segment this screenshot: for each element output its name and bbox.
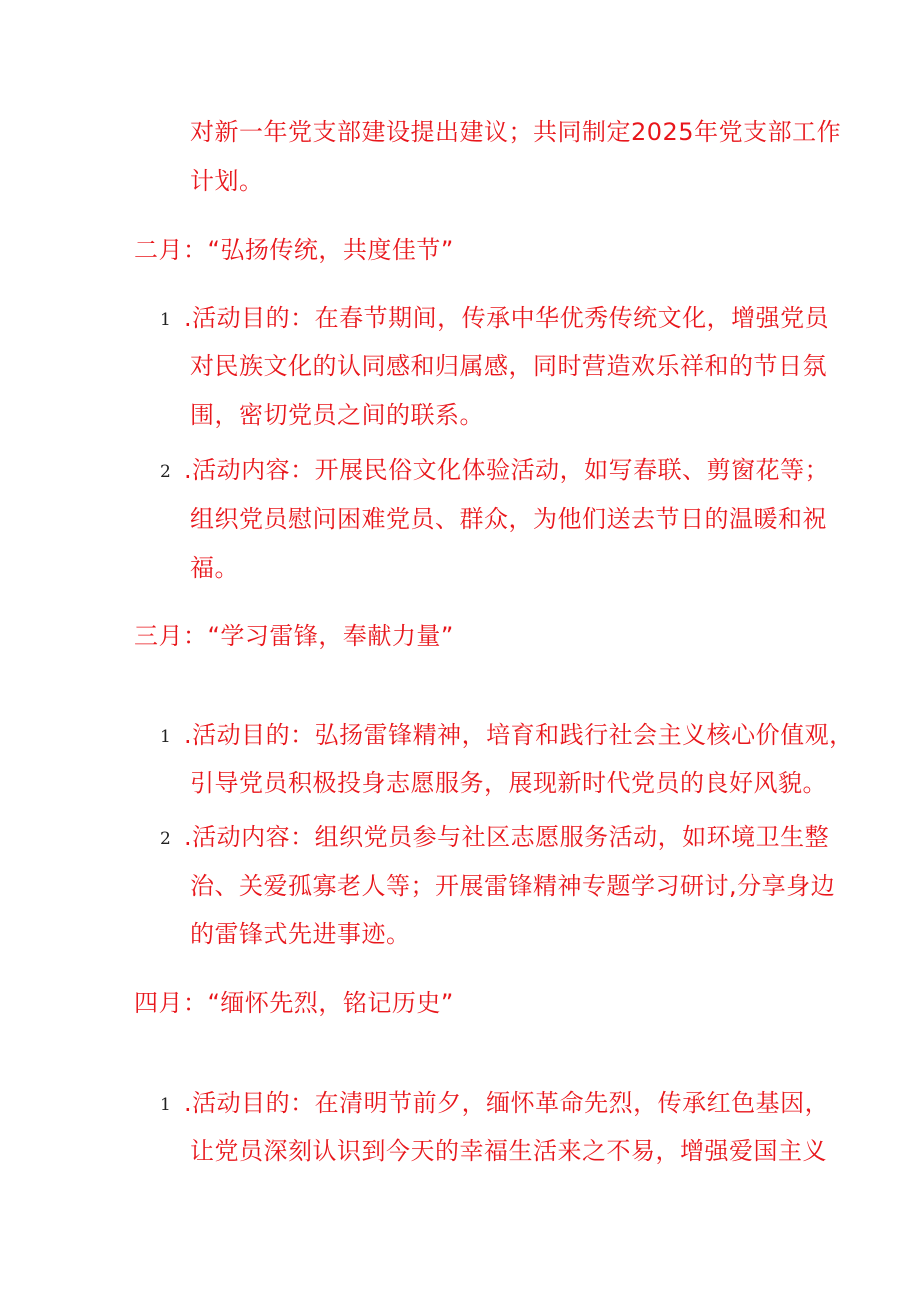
section-heading: 二月：“弘扬传统，共度佳节” bbox=[134, 236, 454, 264]
item-line: .活动目的：在春节期间，传承中华优秀传统文化，增强党员 bbox=[184, 304, 830, 332]
item-line: 福。 bbox=[190, 554, 239, 582]
item-line: 的雷锋式先进事迹。 bbox=[190, 920, 411, 948]
item-line: 围，密切党员之间的联系。 bbox=[190, 401, 484, 429]
item-number: 1 bbox=[160, 310, 171, 330]
item-line: .活动内容：组织党员参与社区志愿服务活动，如环境卫生整 bbox=[184, 823, 830, 851]
item-number: 2 bbox=[160, 462, 171, 482]
item-line: 治、关爱孤寡老人等；开展雷锋精神专题学习研讨,分享身边 bbox=[190, 872, 836, 900]
section-heading: 四月：“缅怀先烈，铭记历史” bbox=[134, 989, 454, 1017]
item-number: 1 bbox=[160, 727, 171, 747]
item-line: .活动内容：开展民俗文化体验活动，如写春联、剪窗花等； bbox=[184, 456, 830, 484]
item-number: 1 bbox=[160, 1095, 171, 1115]
item-line: 让党员深刻认识到今天的幸福生活来之不易，增强爱国主义 bbox=[190, 1137, 827, 1165]
item-line: 对民族文化的认同感和归属感，同时营造欢乐祥和的节日氛 bbox=[190, 352, 827, 380]
item-line: .活动目的：在清明节前夕，缅怀革命先烈，传承红色基因， bbox=[184, 1089, 830, 1117]
item-line: 引导党员积极投身志愿服务，展现新时代党员的良好风貌。 bbox=[190, 769, 827, 797]
intro-line: 计划。 bbox=[190, 167, 264, 195]
item-number: 2 bbox=[160, 829, 171, 849]
item-line: .活动目的：弘扬雷锋精神，培育和践行社会主义核心价值观， bbox=[184, 721, 854, 749]
intro-line: 对新一年党支部建设提出建议；共同制定2025年党支部工作 bbox=[190, 118, 842, 146]
section-heading: 三月：“学习雷锋，奉献力量” bbox=[134, 622, 454, 650]
item-line: 组织党员慰问困难党员、群众，为他们送去节日的温暖和祝 bbox=[190, 505, 827, 533]
